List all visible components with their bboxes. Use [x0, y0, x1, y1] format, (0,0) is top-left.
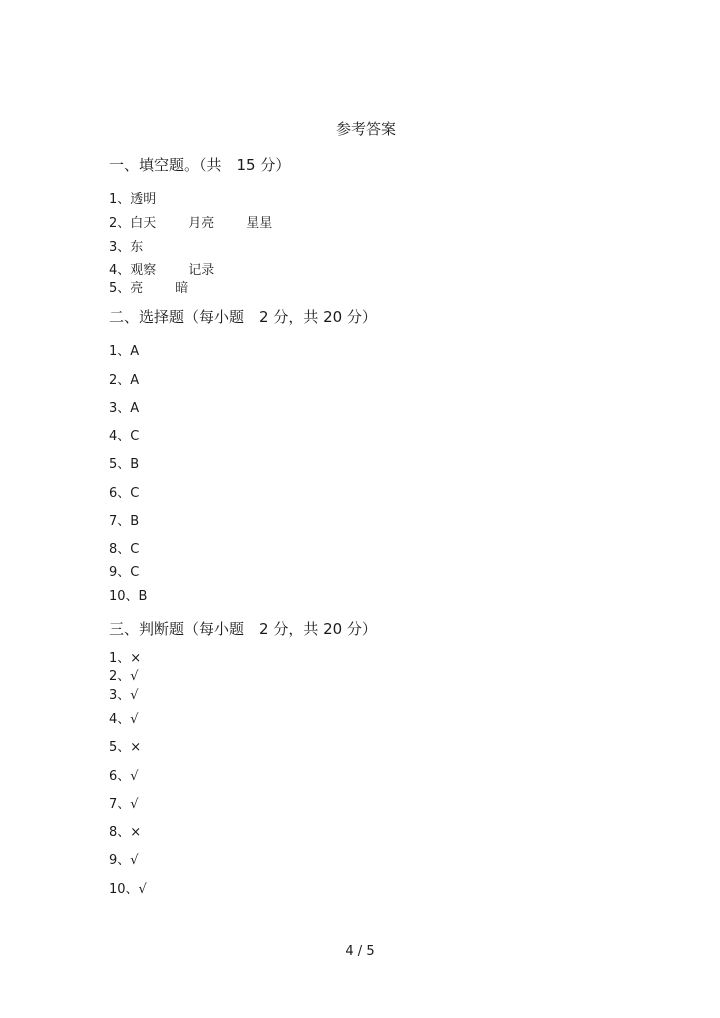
section-1-item: 4、观察 记录 — [109, 263, 215, 278]
section-3-item: 7、√ — [109, 797, 139, 812]
section-3-heading: 三、判断题（每小题 2 分，共 20 分） — [109, 620, 377, 638]
section-3-item: 10、√ — [109, 882, 147, 897]
section-2-item: 10、B — [109, 589, 148, 604]
section-3-item: 3、√ — [109, 688, 139, 703]
section-1-item: 5、亮 暗 — [109, 281, 189, 296]
section-2-item: 2、A — [109, 373, 140, 388]
section-1-item: 3、东 — [109, 240, 144, 255]
section-3-item: 5、× — [109, 740, 142, 755]
page-number: 4 / 5 — [345, 944, 375, 959]
section-3-item: 2、√ — [109, 669, 139, 684]
section-1-heading: 一、填空题。（共 15 分） — [109, 156, 291, 174]
answer-title: 参考答案 — [335, 120, 396, 138]
section-2-item: 9、C — [109, 565, 140, 580]
section-3-item: 6、√ — [109, 769, 139, 784]
section-2-item: 7、B — [109, 514, 140, 529]
section-1-item: 1、透明 — [109, 192, 157, 207]
section-3-item: 8、× — [109, 825, 142, 840]
section-2-item: 4、C — [109, 429, 140, 444]
section-2-item: 1、A — [109, 344, 140, 359]
section-1-item: 2、白天 月亮 星星 — [109, 216, 273, 231]
section-2-item: 8、C — [109, 542, 140, 557]
section-2-item: 5、B — [109, 457, 140, 472]
section-3-item: 9、√ — [109, 853, 139, 868]
section-2-item: 3、A — [109, 401, 140, 416]
section-3-item: 1、× — [109, 651, 142, 666]
section-2-heading: 二、选择题（每小题 2 分，共 20 分） — [109, 308, 377, 326]
section-2-item: 6、C — [109, 486, 140, 501]
section-3-item: 4、√ — [109, 712, 139, 727]
